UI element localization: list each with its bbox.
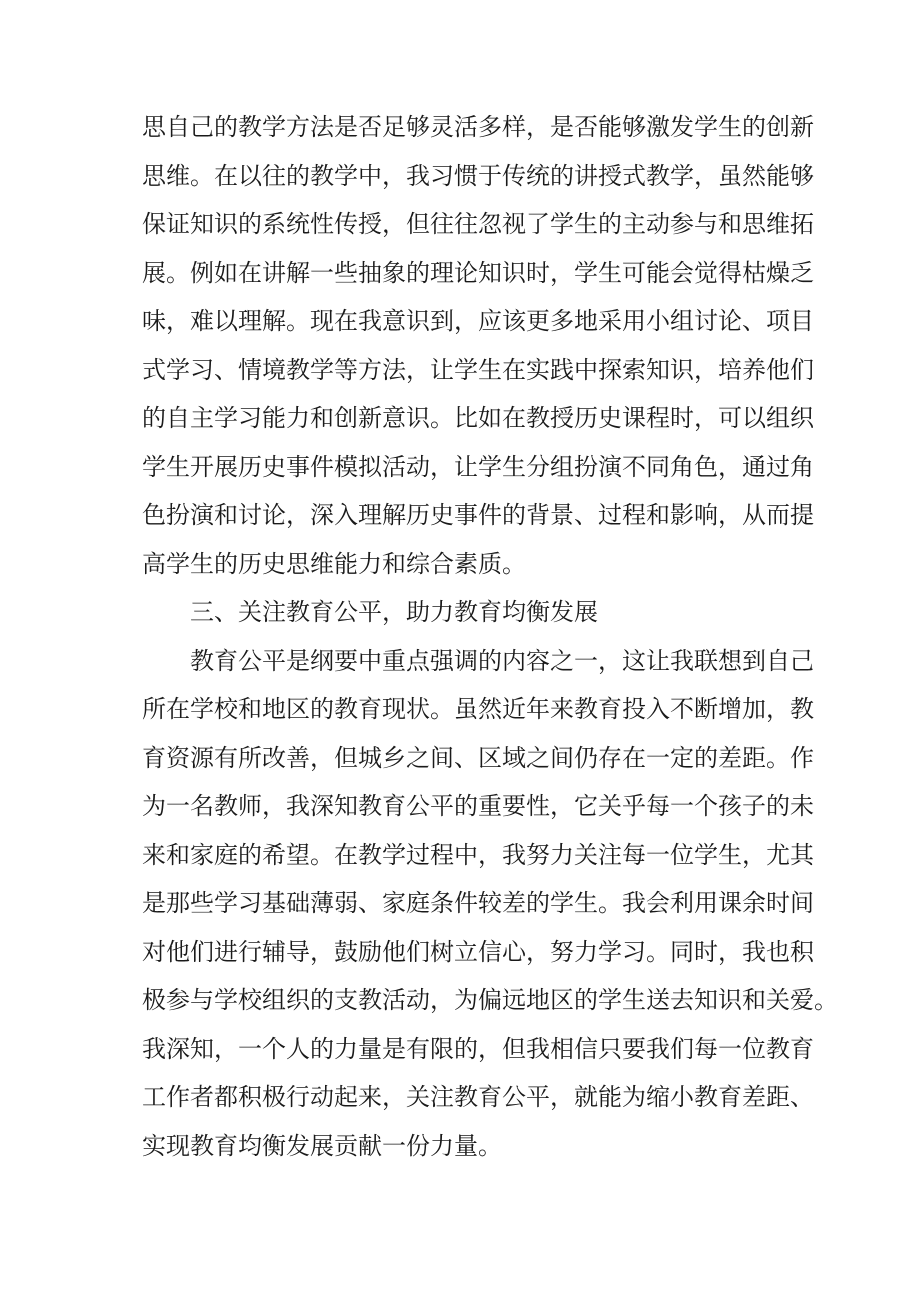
paragraph-line: 保证知识的系统性传授，但往往忽视了学生的主动参与和思维拓 bbox=[142, 210, 814, 238]
paragraph-line: 实现教育均衡发展贡献一份力量。 bbox=[142, 1131, 502, 1160]
paragraph-line: 所在学校和地区的教育现状。虽然近年来教育投入不断增加，教 bbox=[142, 695, 814, 723]
paragraph-line: 来和家庭的希望。在教学过程中，我努力关注每一位学生，尤其 bbox=[142, 840, 814, 869]
paragraph-line: 教育公平是纲要中重点强调的内容之一，这让我联想到自己 bbox=[190, 646, 814, 675]
paragraph-line: 思维。在以往的教学中，我习惯于传统的讲授式教学，虽然能够 bbox=[142, 161, 814, 190]
paragraph-line: 思自己的教学方法是否足够灵活多样，是否能够激发学生的创新 bbox=[142, 113, 814, 141]
paragraph-line: 的自主学习能力和创新意识。比如在教授历史课程时，可以组织 bbox=[142, 404, 814, 432]
paragraph-line: 是那些学习基础薄弱、家庭条件较差的学生。我会利用课余时间 bbox=[142, 889, 814, 917]
paragraph-line: 高学生的历史思维能力和综合素质。 bbox=[142, 549, 526, 578]
section-heading: 三、关注教育公平，助力教育均衡发展 bbox=[190, 598, 598, 626]
paragraph-line: 色扮演和讨论，深入理解历史事件的背景、过程和影响，从而提 bbox=[142, 501, 814, 529]
paragraph-line: 学生开展历史事件模拟活动，让学生分组扮演不同角色，通过角 bbox=[142, 452, 814, 481]
paragraph-line: 我深知，一个人的力量是有限的，但我相信只要我们每一位教育 bbox=[142, 1034, 814, 1063]
paragraph-line: 育资源有所改善，但城乡之间、区域之间仍存在一定的差距。作 bbox=[142, 743, 814, 772]
document-body bbox=[142, 103, 838, 1170]
paragraph-line: 式学习、情境教学等方法，让学生在实践中探索知识，培养他们 bbox=[142, 355, 814, 384]
paragraph-line: 展。例如在讲解一些抽象的理论知识时，学生可能会觉得枯燥乏 bbox=[142, 258, 814, 287]
paragraph-line: 对他们进行辅导，鼓励他们树立信心，努力学习。同时，我也积 bbox=[142, 937, 814, 966]
paragraph-line: 味，难以理解。现在我意识到，应该更多地采用小组讨论、项目 bbox=[142, 307, 814, 335]
paragraph-line: 极参与学校组织的支教活动，为偏远地区的学生送去知识和关爱。 bbox=[142, 986, 838, 1014]
paragraph-line: 为一名教师，我深知教育公平的重要性，它关乎每一个孩子的未 bbox=[142, 792, 814, 820]
paragraph-line: 工作者都积极行动起来，关注教育公平，就能为缩小教育差距、 bbox=[142, 1083, 814, 1111]
